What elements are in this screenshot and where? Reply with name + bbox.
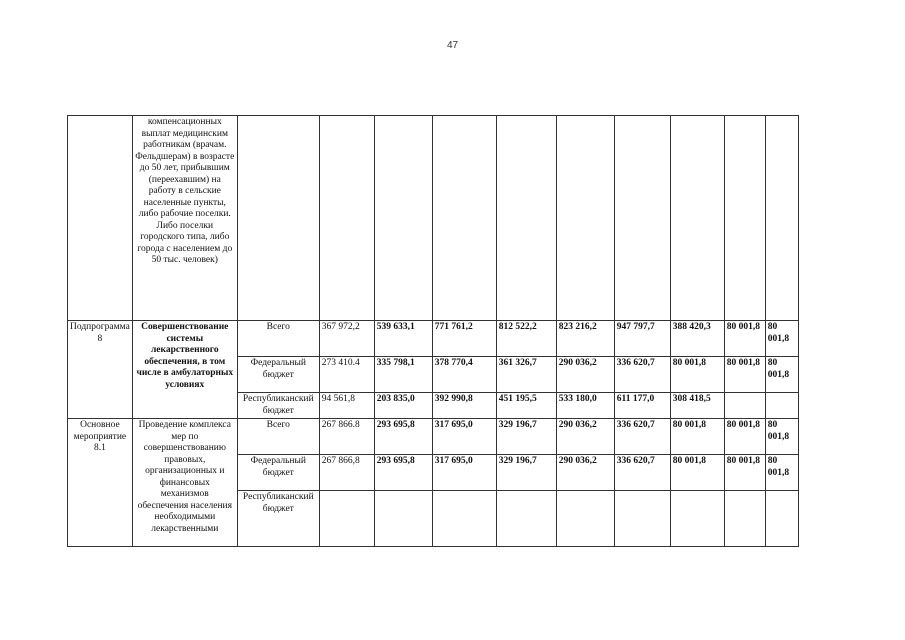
empty-cell — [237, 116, 319, 321]
continued-code-cell — [68, 116, 133, 321]
block-code-cell: Основное мероприятие 8.1 — [68, 419, 133, 547]
value-cell: 451 195,5 — [496, 393, 556, 419]
value-cell: 80 001,8 — [724, 321, 765, 357]
value-cell: 378 770,4 — [432, 357, 496, 393]
continued-row — [68, 116, 799, 321]
funding-source-cell: Федеральный бюджет — [237, 455, 319, 491]
value-cell: 94 561,8 — [319, 393, 374, 419]
value-cell — [614, 491, 670, 547]
block-name-cell: Проведение комплекса мер по совершенствованию правовых, организационных и финансовых механизмов обеспечения населения необходимыми лекарственными — [132, 419, 237, 547]
block-name-cell: Совершенствование системы лекарственного обеспечения, в том числе в амбулаторных условиях — [132, 321, 237, 419]
empty-cell — [319, 116, 374, 321]
value-cell — [670, 491, 724, 547]
value-cell: 317 695,0 — [432, 419, 496, 455]
page-number: 47 — [446, 40, 459, 51]
value-cell: 771 761,2 — [432, 321, 496, 357]
value-cell: 293 695,8 — [374, 455, 432, 491]
value-cell: 533 180,0 — [556, 393, 614, 419]
value-cell: 361 326,7 — [496, 357, 556, 393]
value-cell — [724, 393, 765, 419]
value-cell: 290 036,2 — [556, 419, 614, 455]
value-cell: 80 001,8 — [670, 357, 724, 393]
value-cell: 367 972,2 — [319, 321, 374, 357]
value-cell: 290 036,2 — [556, 357, 614, 393]
value-cell: 335 798,1 — [374, 357, 432, 393]
empty-cell — [670, 116, 724, 321]
empty-cell — [724, 116, 765, 321]
value-cell: 611 177,0 — [614, 393, 670, 419]
value-cell — [319, 491, 374, 547]
value-cell: 80 001,8 — [670, 455, 724, 491]
value-cell: 80 001,8 — [765, 455, 798, 491]
value-cell — [765, 393, 798, 419]
value-cell — [432, 491, 496, 547]
value-cell: 308 418,5 — [670, 393, 724, 419]
value-cell: 329 196,7 — [496, 455, 556, 491]
empty-cell — [614, 116, 670, 321]
empty-cell — [374, 116, 432, 321]
budget-table — [67, 115, 799, 547]
table-row — [68, 419, 799, 455]
value-cell: 80 001,8 — [765, 357, 798, 393]
value-cell: 80 001,8 — [765, 321, 798, 357]
value-cell: 80 001,8 — [670, 419, 724, 455]
empty-cell — [765, 116, 798, 321]
block-code-cell: Подпрограмма 8 — [68, 321, 133, 419]
value-cell — [765, 491, 798, 547]
value-cell: 329 196,7 — [496, 419, 556, 455]
value-cell — [374, 491, 432, 547]
value-cell: 539 633,1 — [374, 321, 432, 357]
value-cell: 273 410.4 — [319, 357, 374, 393]
value-cell: 203 835,0 — [374, 393, 432, 419]
value-cell: 336 620,7 — [614, 455, 670, 491]
budget-table-body — [68, 116, 799, 547]
funding-source-cell: Республиканский бюджет — [237, 491, 319, 547]
value-cell: 267 866.8 — [319, 419, 374, 455]
funding-source-cell: Республиканский бюджет — [237, 393, 319, 419]
value-cell: 947 797,7 — [614, 321, 670, 357]
value-cell — [496, 491, 556, 547]
value-cell: 336 620,7 — [614, 419, 670, 455]
value-cell: 267 866,8 — [319, 455, 374, 491]
table-row — [68, 321, 799, 357]
funding-source-cell: Всего — [237, 321, 319, 357]
funding-source-cell: Федеральный бюджет — [237, 357, 319, 393]
value-cell: 80 001,8 — [765, 419, 798, 455]
value-cell: 823 216,2 — [556, 321, 614, 357]
value-cell: 336 620,7 — [614, 357, 670, 393]
value-cell: 392 990,8 — [432, 393, 496, 419]
value-cell: 290 036,2 — [556, 455, 614, 491]
funding-source-cell: Всего — [237, 419, 319, 455]
value-cell: 388 420,3 — [670, 321, 724, 357]
value-cell: 293 695,8 — [374, 419, 432, 455]
value-cell: 80 001,8 — [724, 357, 765, 393]
empty-cell — [556, 116, 614, 321]
value-cell: 812 522,2 — [496, 321, 556, 357]
value-cell — [724, 491, 765, 547]
empty-cell — [432, 116, 496, 321]
continued-name-cell: компенсационных выплат медицинским работникам (врачам. Фельдшерам) в возрасте до 50 лет, прибывшим (переехавшим) на работу в сельские населенные пункты, либо рабочие поселки. Либо поселки городского типа, либо города с населением до 50 тыс. человек) — [132, 116, 237, 321]
empty-cell — [496, 116, 556, 321]
value-cell: 317 695,0 — [432, 455, 496, 491]
value-cell: 80 001,8 — [724, 419, 765, 455]
value-cell: 80 001,8 — [724, 455, 765, 491]
value-cell — [556, 491, 614, 547]
